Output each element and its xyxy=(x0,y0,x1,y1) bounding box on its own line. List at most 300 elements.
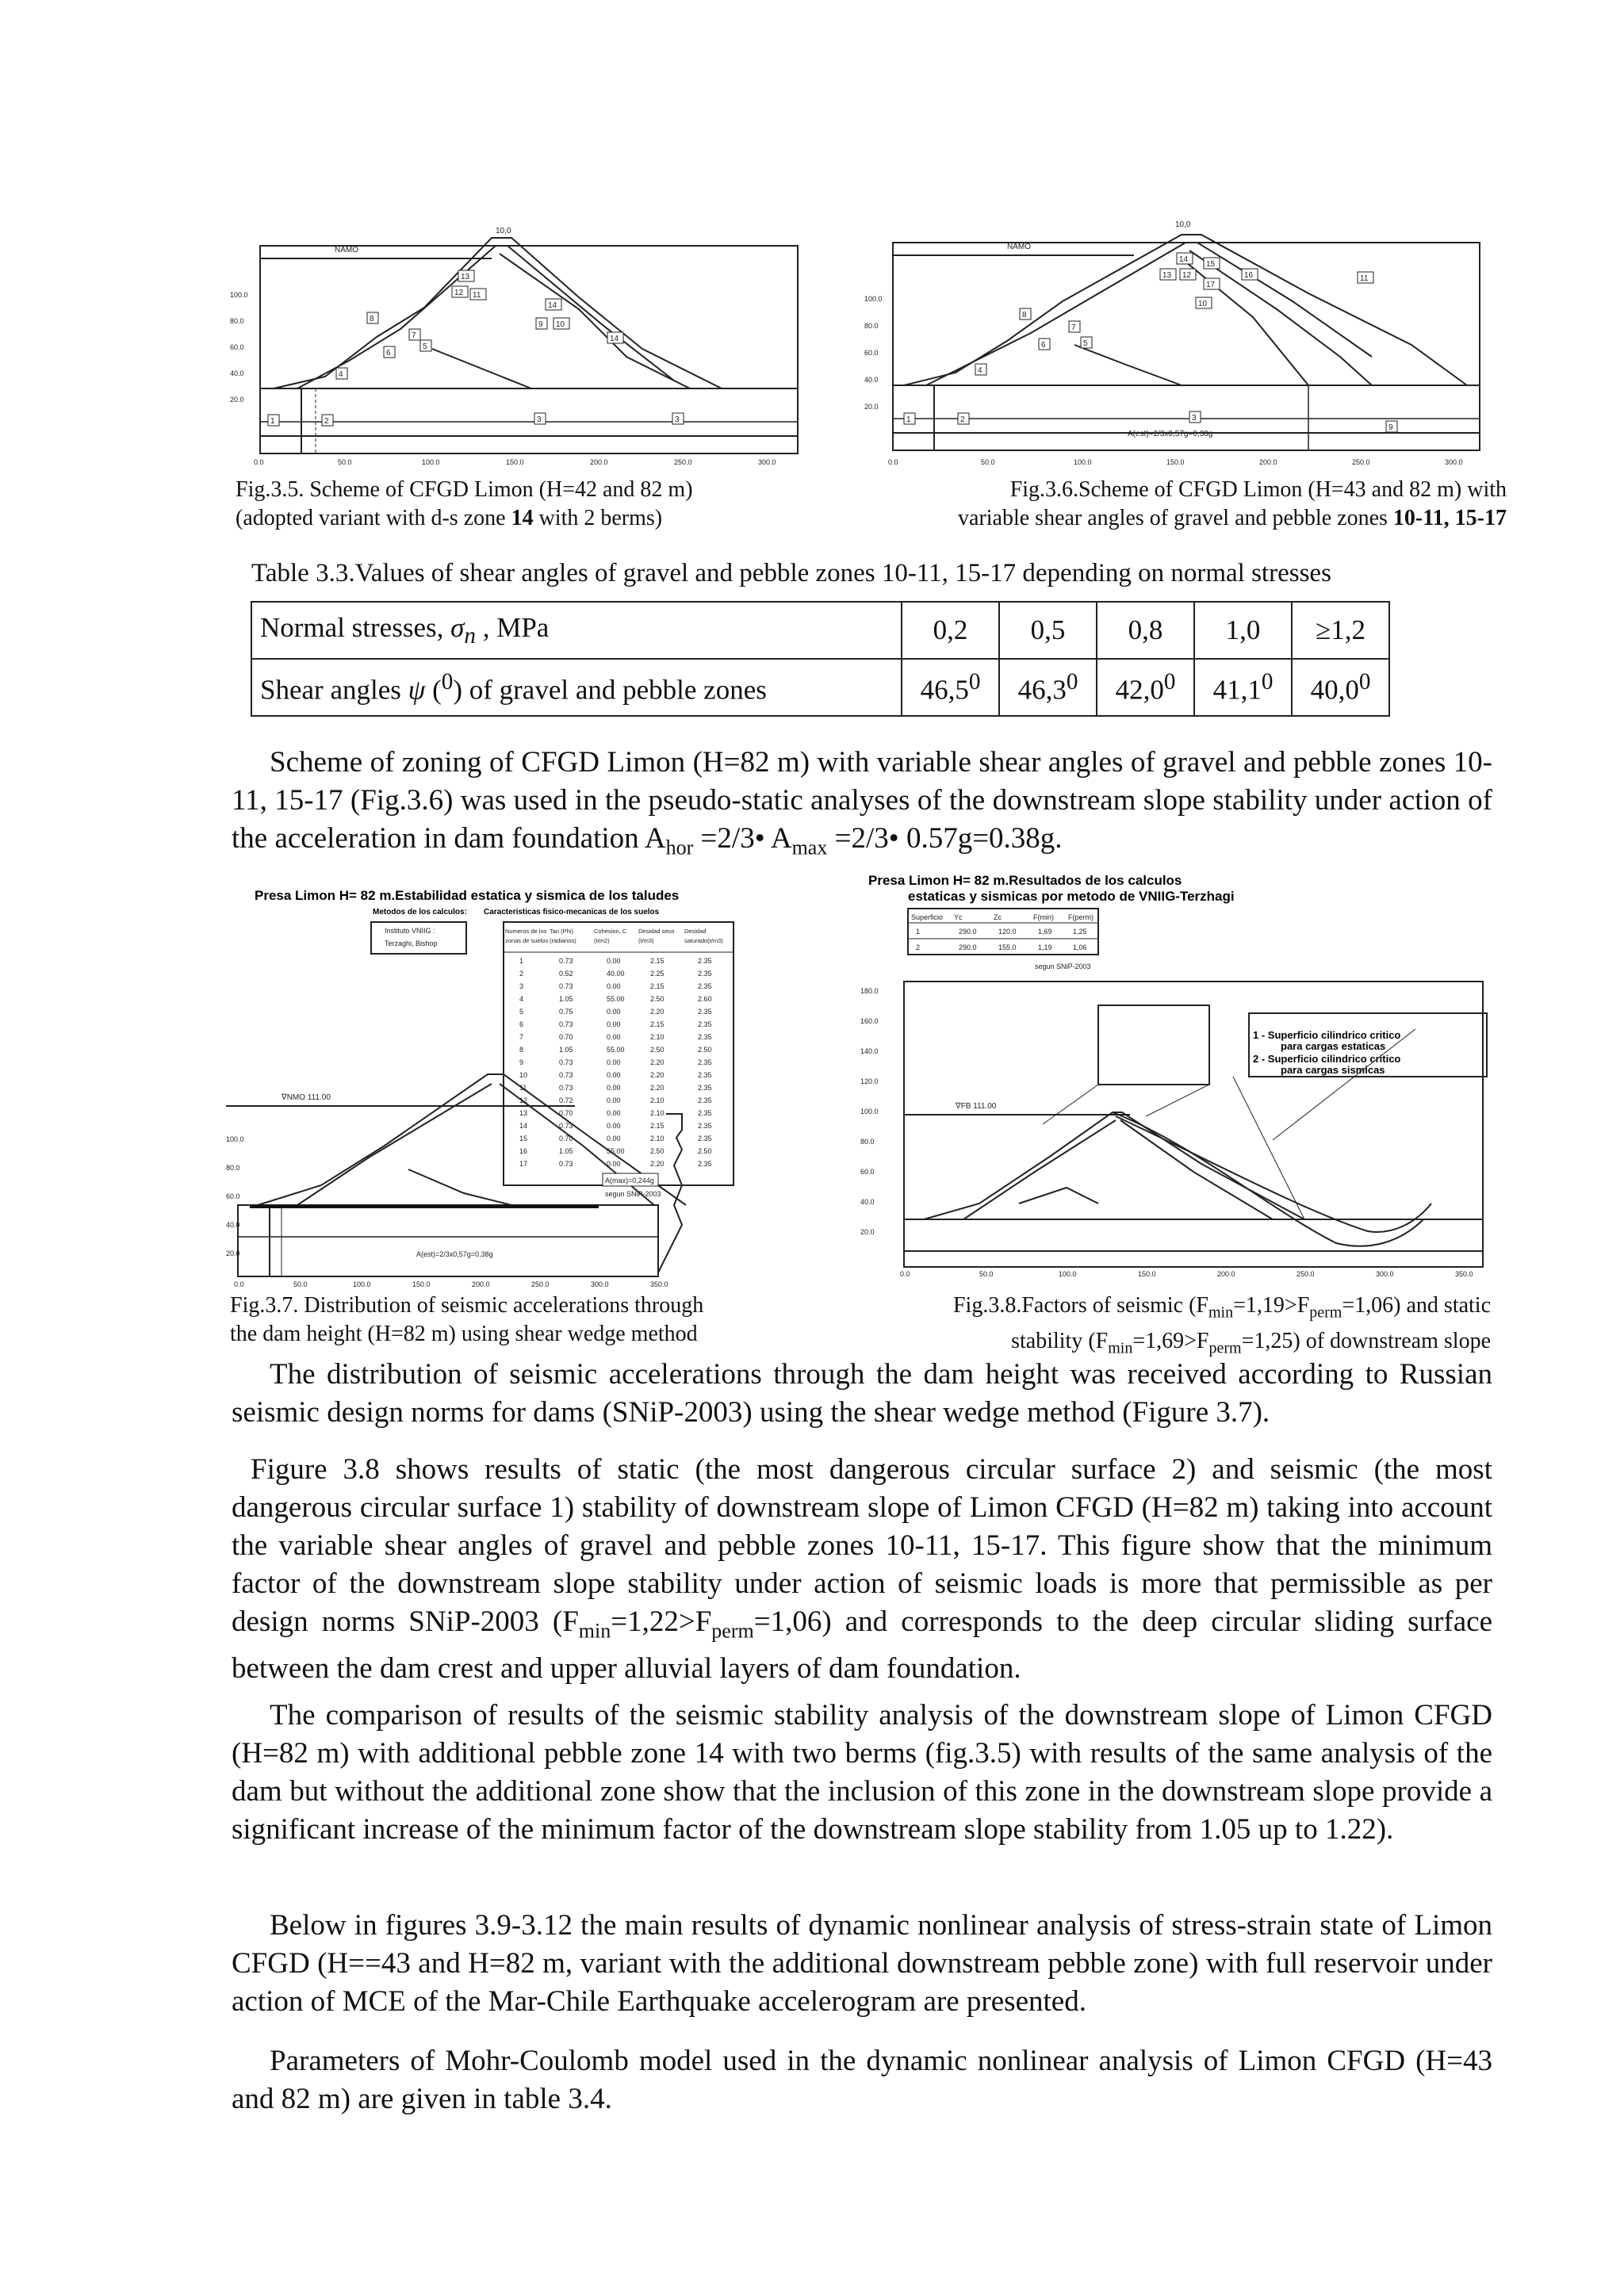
table-cell: 4 xyxy=(519,995,524,1003)
table-cell: 2.10 xyxy=(650,1135,665,1142)
table-cell: 7 xyxy=(519,1033,524,1041)
figure-3-8 xyxy=(860,871,1495,1283)
fig35-caption-line1: Fig.3.5. Scheme of CFGD Limon (H=42 and 82 m) xyxy=(236,477,693,502)
table-cell: 0.70 xyxy=(559,1109,573,1117)
table-cell: 2.20 xyxy=(650,1008,665,1016)
table-cell: 0.00 xyxy=(607,1122,621,1130)
crest-label: 10,0 xyxy=(1175,220,1191,229)
crest-label: 10,0 xyxy=(496,227,511,235)
table-cell: 16 xyxy=(519,1147,528,1155)
x-tick-label: 150.0 xyxy=(1166,458,1185,466)
legend-1b: para cargas estaticas xyxy=(1281,1040,1386,1052)
x-tick-label: 0.0 xyxy=(254,458,264,466)
snip-label: segun SNiP-2003 xyxy=(605,1190,661,1198)
table-cell: 12 xyxy=(519,1096,528,1104)
table-cell: 2.50 xyxy=(650,1046,665,1054)
table-cell: 2.35 xyxy=(698,1122,712,1130)
paragraph-6: Parameters of Mohr-Coulomb model used in the dynamic nonlinear analysis of Limon CFGD (H=43 and 82 m) are given in table 3.4. xyxy=(232,2045,1492,2115)
zone-number: 5 xyxy=(1083,339,1088,348)
label-text: Shear angles xyxy=(260,674,408,706)
legend-1a: 1 - Superficio cilindrico critico xyxy=(1253,1029,1401,1041)
cap-text: =1,69>F xyxy=(1132,1328,1209,1353)
table-cell: 0.00 xyxy=(607,1008,621,1016)
x-tick-label: 150.0 xyxy=(412,1280,431,1288)
table-cell: 1.05 xyxy=(559,1046,573,1054)
table-cell: 1 xyxy=(916,928,921,936)
accel-label: A(est)=2/3x0,57g=0,38g xyxy=(416,1250,493,1258)
para3-mid: =1,22>F xyxy=(611,1605,712,1638)
zone-number: 16 xyxy=(1244,271,1254,280)
fig35-caption-line2 xyxy=(236,504,806,533)
table-cell xyxy=(1194,659,1292,716)
fig38-diagram xyxy=(860,871,1495,1283)
table-cell: 55.00 xyxy=(607,1147,625,1155)
y-tick-label: 120.0 xyxy=(860,1077,879,1085)
table-cell: 0,5 xyxy=(999,602,1097,659)
column-header: (radianos) xyxy=(550,937,576,944)
zone-number: 11 xyxy=(1360,274,1369,283)
zone-number: 3 xyxy=(537,415,542,424)
row1-label xyxy=(251,602,902,659)
column-header: Desidad seco xyxy=(638,928,675,935)
para1-sub-hor: hor xyxy=(665,836,694,859)
paragraph-5: Below in figures 3.9-3.12 the main results of dynamic nonlinear analysis of stress-strain state of Limon CFGD (H==43 and H=82 m, variant with the additional downstream pebble zone) with full reservoir under action of MCE of the Mar-Chile Earthquake accelerogram are presented. xyxy=(232,1909,1492,2018)
column-header: zonas de suelos xyxy=(505,937,549,944)
fig37-diagram xyxy=(226,876,829,1288)
y-tick-label: 40.0 xyxy=(230,369,244,377)
table-cell xyxy=(999,659,1097,716)
table-cell: 0.00 xyxy=(607,1033,621,1041)
table-cell: 2.35 xyxy=(698,970,712,978)
table-cell: 2.20 xyxy=(650,1160,665,1168)
table-cell: 2.15 xyxy=(650,1020,665,1028)
zone-number: 1 xyxy=(906,415,911,424)
y-tick-label: 20.0 xyxy=(230,396,244,404)
fig38-title-1: Presa Limon H= 82 m.Resultados de los calculos xyxy=(868,873,1182,888)
fig37-subtitle: Caracteristicas fisico-mecanicas de los suelos xyxy=(484,908,660,916)
fig35-caption-bold: 14 xyxy=(511,506,534,530)
fig36-diagram xyxy=(864,214,1491,468)
x-tick-label: 100.0 xyxy=(1059,1270,1077,1278)
table-cell: 3 xyxy=(519,982,524,990)
label-text: Normal stresses, xyxy=(260,611,451,643)
fig35-caption xyxy=(236,476,806,533)
zone-number: 10 xyxy=(1198,300,1208,308)
fig38-title-2: estaticas y sismicas por metodo de VNIIG-Terzhagi xyxy=(908,889,1235,904)
y-tick-label: 100.0 xyxy=(226,1135,244,1143)
table-header: Zc xyxy=(994,913,1002,921)
table-cell: 0.72 xyxy=(559,1096,573,1104)
table-cell: ≥1,2 xyxy=(1292,602,1389,659)
table-cell xyxy=(902,659,999,716)
para1-sub-max: max xyxy=(791,836,828,859)
fig36-caption-line1: Fig.3.6.Scheme of CFGD Limon (H=43 and 82 m) with xyxy=(1009,477,1507,502)
table-cell: 0.00 xyxy=(607,1160,621,1168)
paragraph-4: The comparison of results of the seismic stability analysis of the downstream slope of Limon CFGD (H=82 m) with additional pebble zone 14 with two berms (fig.3.5) with results of the same analysis of the dam but without the additional zone show that the inclusion of this zone in the downstream slope provide a significant increase of the minimum factor of the downstream slope stability from 1.05 up to 1.22). xyxy=(232,1699,1492,1846)
para1-end: =2/3• 0.57g=0.38g. xyxy=(827,822,1063,855)
table-cell: 1,0 xyxy=(1194,602,1292,659)
x-tick-label: 0.0 xyxy=(234,1280,244,1288)
table-cell: 2.35 xyxy=(698,1071,712,1079)
fig35-caption-pre: (adopted variant with d-s zone xyxy=(236,506,511,530)
amax-label: A(max)=0,244g xyxy=(605,1177,654,1184)
y-tick-label: 40.0 xyxy=(226,1221,240,1229)
table-row xyxy=(251,659,1389,716)
table-cell: 2.35 xyxy=(698,1084,712,1092)
y-tick-label: 60.0 xyxy=(864,349,879,357)
x-tick-label: 100.0 xyxy=(422,458,440,466)
y-tick-label: 60.0 xyxy=(230,343,244,351)
psi-symbol: ψ xyxy=(408,674,426,706)
table-cell: 2.35 xyxy=(698,982,712,990)
table-3-3 xyxy=(251,601,1390,717)
table-cell: 15 xyxy=(519,1135,528,1142)
sub-n: n xyxy=(464,622,476,649)
table-cell: 2.15 xyxy=(650,1122,665,1130)
para3-text: Figure 3.8 shows results of static (the most dangerous circular surface 2) and seismic (the most dangerous circular surface 1) stability of downstream slope of Limon CFGD (H=82 m) taking into account the variable shear angles of gravel and pebble zones 10-11, 15-17. This figure show that the minimum factor of the downstream slope stability under action of seismic loads is more that permissible as per design norms SNiP-2003 (F xyxy=(232,1453,1492,1638)
x-tick-label: 200.0 xyxy=(1259,458,1277,466)
zone-number: 4 xyxy=(339,370,343,379)
column-header: (t/m2) xyxy=(594,937,610,944)
accel-label: A(est)=2/3x0,57g=0,38g xyxy=(1128,430,1213,438)
y-tick-label: 40.0 xyxy=(864,376,879,384)
table-cell: 6 xyxy=(519,1020,524,1028)
zone-number: 6 xyxy=(386,349,391,358)
y-tick-label: 20.0 xyxy=(864,403,879,411)
table-cell: 2.15 xyxy=(650,982,665,990)
table-cell: 0.73 xyxy=(559,1122,573,1130)
cap-text: =1,19>F xyxy=(1233,1293,1310,1318)
column-header: Desidad xyxy=(684,928,707,935)
table-cell: 2.35 xyxy=(698,1135,712,1142)
y-tick-label: 20.0 xyxy=(226,1249,240,1257)
table-cell: 2.35 xyxy=(698,1058,712,1066)
cell-sup: 0 xyxy=(1066,668,1078,695)
zone-number: 13 xyxy=(461,273,470,281)
table-cell: 0,2 xyxy=(902,602,999,659)
methods-2: Terzaghi, Bishop xyxy=(385,939,438,947)
table-cell: 120.0 xyxy=(998,928,1017,936)
table-cell: 2.20 xyxy=(650,1058,665,1066)
table-cell: 0.73 xyxy=(559,1084,573,1092)
table-cell: 2 xyxy=(519,970,524,978)
table-cell: 0.00 xyxy=(607,957,621,965)
table-cell: 0.00 xyxy=(607,1109,621,1117)
table-cell: 1,06 xyxy=(1073,943,1087,951)
x-tick-label: 350.0 xyxy=(650,1280,668,1288)
x-tick-label: 350.0 xyxy=(1455,1270,1473,1278)
column-header: (t/m3) xyxy=(638,937,654,944)
table-cell: 8 xyxy=(519,1046,524,1054)
table-cell: 14 xyxy=(519,1122,528,1130)
x-tick-label: 150.0 xyxy=(506,458,524,466)
fig38-caption xyxy=(841,1292,1491,1362)
legend-2b: para cargas sismicas xyxy=(1281,1064,1385,1076)
x-tick-label: 100.0 xyxy=(353,1280,371,1288)
namo-label: NAMO xyxy=(1007,243,1031,251)
table-cell: 40.00 xyxy=(607,970,625,978)
cell-sup: 0 xyxy=(1261,668,1274,695)
table-row xyxy=(251,602,1389,659)
label-paren: ( xyxy=(425,674,442,706)
table-cell: 2.20 xyxy=(650,1084,665,1092)
table-header: Superficio xyxy=(911,913,944,921)
x-tick-label: 200.0 xyxy=(472,1280,490,1288)
column-header: saturado(t/m3) xyxy=(684,937,723,944)
x-tick-label: 150.0 xyxy=(1138,1270,1156,1278)
table-cell: 0.00 xyxy=(607,1135,621,1142)
degree-sup: 0 xyxy=(441,668,454,695)
zone-number: 3 xyxy=(1192,414,1197,423)
fig37-title: Presa Limon H= 82 m.Estabilidad estatica y sismica de los taludes xyxy=(255,888,680,903)
table-cell: 55.00 xyxy=(607,995,625,1003)
table-cell: 0.73 xyxy=(559,957,573,965)
figure-3-7 xyxy=(226,876,829,1288)
cell-sup: 0 xyxy=(1358,668,1371,695)
table-cell: 0.73 xyxy=(559,1160,573,1168)
table-cell: 2.50 xyxy=(698,1147,712,1155)
fig35-diagram xyxy=(230,222,801,468)
table-cell: 0.00 xyxy=(607,1084,621,1092)
zone-number: 1 xyxy=(270,417,275,426)
table-cell: 9 xyxy=(519,1058,524,1066)
y-tick-label: 80.0 xyxy=(230,317,244,325)
table-cell: 13 xyxy=(519,1109,528,1117)
x-tick-label: 50.0 xyxy=(981,458,995,466)
y-tick-label: 80.0 xyxy=(226,1164,240,1172)
x-tick-label: 300.0 xyxy=(591,1280,609,1288)
table-cell: 1 xyxy=(519,957,524,965)
zone-number: 8 xyxy=(370,315,374,323)
para1-text: Scheme of zoning of CFGD Limon (H=82 m) with variable shear angles of gravel and pebble zones 10-11, 15-17 (Fig.3.6) was used in the pseudo-static analyses of the downstream slope stability under action of the acceleration in dam foundation A xyxy=(232,746,1492,855)
table-cell: 2.10 xyxy=(650,1109,665,1117)
nmo-label: ∇NMO 111.00 xyxy=(282,1093,331,1102)
x-tick-label: 300.0 xyxy=(1445,458,1463,466)
row2-label xyxy=(251,659,902,716)
y-tick-label: 140.0 xyxy=(860,1047,879,1055)
y-tick-label: 100.0 xyxy=(864,295,883,303)
y-tick-label: 80.0 xyxy=(860,1138,875,1146)
column-header: Numeros de los xyxy=(505,928,547,935)
table-cell: 1,69 xyxy=(1038,928,1052,936)
x-tick-label: 250.0 xyxy=(674,458,692,466)
fig37-caption-line2: the dam height (H=82 m) using shear wedge method xyxy=(230,1322,698,1346)
figure-3-5 xyxy=(230,222,801,468)
zone-number: 9 xyxy=(538,320,543,329)
snip-label: segun SNiP-2003 xyxy=(1035,962,1091,970)
table-cell: 155.0 xyxy=(998,943,1017,951)
x-tick-label: 100.0 xyxy=(1074,458,1092,466)
column-header: Tan (Phi) xyxy=(550,928,574,935)
y-tick-label: 80.0 xyxy=(864,322,879,330)
nmo-label: ∇FB 111.00 xyxy=(956,1102,997,1111)
para3-sub-perm: perm xyxy=(711,1619,754,1643)
table-cell: 0.70 xyxy=(559,1033,573,1041)
paragraph-1 xyxy=(232,744,1492,867)
zone-number: 15 xyxy=(1206,260,1216,269)
zone-number: 14 xyxy=(1179,255,1189,264)
y-tick-label: 40.0 xyxy=(860,1198,875,1206)
table-cell: 10 xyxy=(519,1071,528,1079)
zone-number: 12 xyxy=(454,289,464,297)
table-cell: 1.05 xyxy=(559,995,573,1003)
table-cell: 0.00 xyxy=(607,1071,621,1079)
fig36-caption-pre: variable shear angles of gravel and pebble zones xyxy=(958,506,1393,530)
table-cell: 2.10 xyxy=(650,1096,665,1104)
zone-number: 11 xyxy=(473,291,481,300)
table-cell: 1.05 xyxy=(559,1147,573,1155)
table-cell: 2.25 xyxy=(650,970,665,978)
table-cell: 2.35 xyxy=(698,1096,712,1104)
fig37-caption xyxy=(230,1292,833,1349)
zone-number: 3 xyxy=(675,415,680,424)
label-unit: , MPa xyxy=(475,611,550,643)
y-tick-label: 160.0 xyxy=(860,1017,879,1025)
table-cell: 290.0 xyxy=(959,928,977,936)
y-tick-label: 180.0 xyxy=(860,987,879,995)
y-tick-label: 100.0 xyxy=(860,1108,879,1115)
table-cell: 2.50 xyxy=(698,1046,712,1054)
table-header: Yc xyxy=(954,913,963,921)
x-tick-label: 50.0 xyxy=(293,1280,308,1288)
cell-value: 46,3 xyxy=(1017,674,1067,706)
para3-sub-min: min xyxy=(578,1619,611,1643)
cap-sub: perm xyxy=(1208,1339,1242,1357)
table-cell xyxy=(1097,659,1194,716)
table-cell: 0.00 xyxy=(607,982,621,990)
fig36-caption-line2 xyxy=(825,504,1507,533)
table-cell: 0,8 xyxy=(1097,602,1194,659)
table-cell: 2 xyxy=(916,943,921,951)
table-cell: 2.50 xyxy=(650,1147,665,1155)
table-cell xyxy=(1292,659,1389,716)
cap-text: =1,25) of downstream slope xyxy=(1241,1328,1491,1353)
paragraph-2: The distribution of seismic accelerations through the dam height was received according to Russian seismic design norms for dams (SNiP-2003) using the shear wedge method (Figure 3.7). xyxy=(232,1358,1492,1429)
table-cell: 2.35 xyxy=(698,1109,712,1117)
y-tick-label: 60.0 xyxy=(860,1168,875,1176)
legend-2a: 2 - Superficio cilindrico critico xyxy=(1253,1053,1401,1065)
zone-number: 8 xyxy=(1022,311,1027,320)
cap-text: stability (F xyxy=(1011,1328,1109,1353)
zone-number: 6 xyxy=(1041,341,1046,350)
table-cell: 55.00 xyxy=(607,1046,625,1054)
y-tick-label: 60.0 xyxy=(226,1192,240,1200)
x-tick-label: 300.0 xyxy=(758,458,776,466)
fig37-caption-line1: Fig.3.7. Distribution of seismic accelerations through xyxy=(230,1293,704,1318)
table-cell: 2.35 xyxy=(698,1033,712,1041)
cap-sub: min xyxy=(1208,1303,1234,1322)
table-cell: 0.73 xyxy=(559,1020,573,1028)
table-cell: 2.50 xyxy=(650,995,665,1003)
table-cell: 1,19 xyxy=(1038,943,1052,951)
table-cell: 0.73 xyxy=(559,1058,573,1066)
cap-text: Fig.3.8.Factors of seismic (F xyxy=(952,1293,1208,1318)
fig38-caption-line1 xyxy=(841,1292,1491,1327)
table-cell: 17 xyxy=(519,1160,528,1168)
table-cell: 0.52 xyxy=(559,970,573,978)
figure-3-6 xyxy=(864,214,1491,468)
y-tick-label: 100.0 xyxy=(230,291,248,299)
table-header: F(perm) xyxy=(1068,913,1094,921)
y-tick-label: 20.0 xyxy=(860,1228,875,1236)
x-tick-label: 300.0 xyxy=(1376,1270,1394,1278)
namo-label: NAMO xyxy=(335,246,358,254)
zone-number: 5 xyxy=(423,342,427,351)
fig36-caption-bold: 10-11, 15-17 xyxy=(1392,506,1507,530)
zone-number: 17 xyxy=(1206,281,1216,289)
x-tick-label: 0.0 xyxy=(900,1270,910,1278)
cell-value: 40,0 xyxy=(1310,674,1359,706)
paragraph-3 xyxy=(232,1451,1492,1688)
zone-number: 14 xyxy=(610,335,619,343)
table-cell: 0.00 xyxy=(607,1096,621,1104)
x-tick-label: 50.0 xyxy=(338,458,352,466)
para3-end: =1,06) and corresponds to the deep circular sliding surface between the dam crest and upper alluvial layers of dam foundation. xyxy=(232,1605,1492,1686)
table-header: F(min) xyxy=(1033,913,1054,921)
table-cell: 2.35 xyxy=(698,1020,712,1028)
methods-1: Instituto VNIIG : xyxy=(385,927,435,935)
table-cell: 2.35 xyxy=(698,957,712,965)
table-cell: 2.35 xyxy=(698,1008,712,1016)
x-tick-label: 250.0 xyxy=(1297,1270,1315,1278)
zone-number: 2 xyxy=(324,417,329,426)
shear-angle-table xyxy=(251,601,1390,717)
fig35-caption-post: with 2 berms) xyxy=(533,506,663,530)
table-cell: 2.20 xyxy=(650,1071,665,1079)
column-header: Cohesion, C xyxy=(594,928,627,935)
table-cell: 5 xyxy=(519,1008,524,1016)
x-tick-label: 200.0 xyxy=(1217,1270,1235,1278)
table-cell: 290.0 xyxy=(959,943,977,951)
x-tick-label: 0.0 xyxy=(888,458,898,466)
fig36-caption xyxy=(825,476,1507,533)
zone-number: 7 xyxy=(412,331,416,340)
cell-value: 46,5 xyxy=(920,674,969,706)
methods-title: Metodos de los calculos: xyxy=(373,908,467,916)
cap-text: =1,06) and static xyxy=(1342,1293,1491,1318)
table-cell: 2.10 xyxy=(650,1033,665,1041)
table-cell: 0.00 xyxy=(607,1020,621,1028)
para1-mid: =2/3• A xyxy=(693,822,792,855)
table-cell: 0.75 xyxy=(559,1008,573,1016)
zone-number: 14 xyxy=(548,301,557,310)
cell-sup: 0 xyxy=(1163,668,1176,695)
cap-sub: perm xyxy=(1309,1303,1342,1322)
x-tick-label: 50.0 xyxy=(979,1270,994,1278)
label-rest: ) of gravel and pebble zones xyxy=(453,674,767,706)
table-cell: 2.15 xyxy=(650,957,665,965)
table33-title: Table 3.3.Values of shear angles of gravel and pebble zones 10-11, 15-17 depending on normal stresses xyxy=(251,559,1331,587)
zone-number: 13 xyxy=(1162,271,1172,280)
cell-sup: 0 xyxy=(968,668,981,695)
zone-number: 4 xyxy=(978,366,982,375)
zone-number: 10 xyxy=(556,320,565,329)
cell-value: 41,1 xyxy=(1212,674,1262,706)
zone-number: 9 xyxy=(1388,423,1393,432)
table-cell: 0.00 xyxy=(607,1058,621,1066)
table-cell: 2.35 xyxy=(698,1160,712,1168)
x-tick-label: 250.0 xyxy=(531,1280,550,1288)
table-cell: 1,25 xyxy=(1073,928,1087,936)
x-tick-label: 200.0 xyxy=(590,458,608,466)
cap-sub: min xyxy=(1108,1339,1133,1357)
table-cell: 0.70 xyxy=(559,1135,573,1142)
sigma-symbol: σ xyxy=(450,611,465,643)
table-cell: 11 xyxy=(519,1084,527,1092)
cell-value: 42,0 xyxy=(1115,674,1164,706)
zone-number: 7 xyxy=(1071,323,1076,332)
table-cell: 0.73 xyxy=(559,1071,573,1079)
